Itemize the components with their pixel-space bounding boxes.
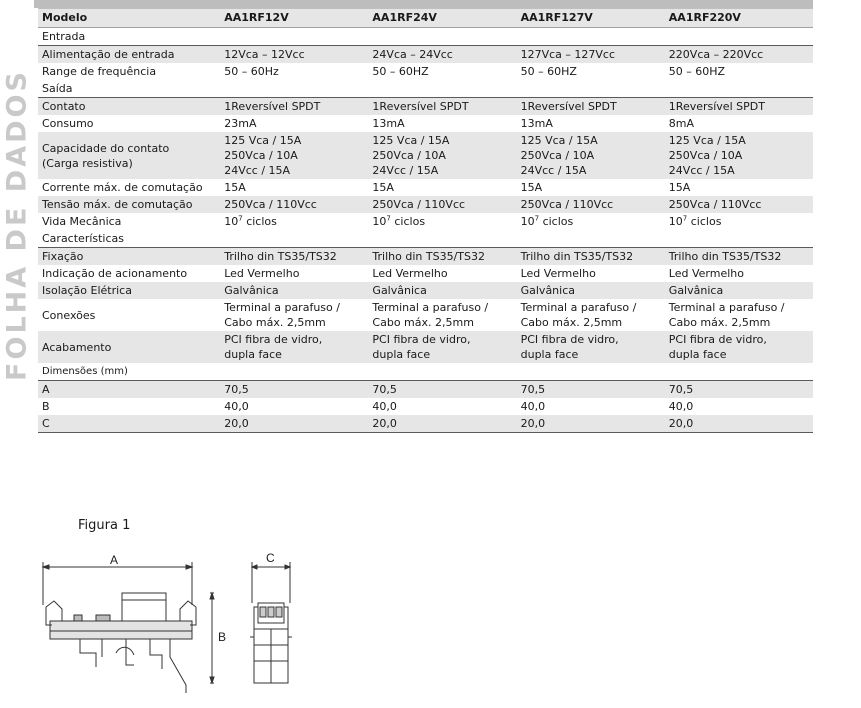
cell: 50 – 60Hz xyxy=(220,63,368,80)
table-row xyxy=(38,248,813,266)
row-label: Acabamento xyxy=(38,331,220,363)
section-row xyxy=(38,28,813,46)
cell: Galvânica xyxy=(368,282,516,299)
cell: 250Vca / 110Vcc xyxy=(665,196,813,213)
cell: 70,5 xyxy=(368,381,516,399)
cell: $10^7$ ciclos xyxy=(368,213,516,230)
cell: Terminal a parafuso / Cabo máx. 2,5mm xyxy=(220,299,368,331)
row-label: A xyxy=(38,381,220,399)
table-row xyxy=(38,98,813,116)
cell: 1Reversível SPDT xyxy=(665,98,813,116)
header-cell: AA1RF127V xyxy=(517,9,665,28)
cell: PCI fibra de vidro, dupla face xyxy=(665,331,813,363)
spec-table xyxy=(38,8,813,433)
cell: $10^7$ ciclos xyxy=(665,213,813,230)
cell: 20,0 xyxy=(665,415,813,433)
cell: 1Reversível SPDT xyxy=(368,98,516,116)
cell: Galvânica xyxy=(665,282,813,299)
cell: 15A xyxy=(368,179,516,196)
cell: Terminal a parafuso / Cabo máx. 2,5mm xyxy=(368,299,516,331)
row-label: Vida Mecânica xyxy=(38,213,220,230)
cell: 40,0 xyxy=(517,398,665,415)
table-row xyxy=(38,282,813,299)
table-row xyxy=(38,415,813,433)
cell: PCI fibra de vidro, dupla face xyxy=(368,331,516,363)
cell: PCI fibra de vidro, dupla face xyxy=(220,331,368,363)
cell: 50 – 60HZ xyxy=(368,63,516,80)
row-label: Conexões xyxy=(38,299,220,331)
cell: 40,0 xyxy=(665,398,813,415)
row-label: Consumo xyxy=(38,115,220,132)
row-label: Range de frequência xyxy=(38,63,220,80)
cell: PCI fibra de vidro, dupla face xyxy=(517,331,665,363)
cell: 23mA xyxy=(220,115,368,132)
cell: Galvânica xyxy=(220,282,368,299)
cell: 8mA xyxy=(665,115,813,132)
relay-dimension-drawing xyxy=(30,545,310,695)
cell: 40,0 xyxy=(368,398,516,415)
row-label: Contato xyxy=(38,98,220,116)
row-label: C xyxy=(38,415,220,433)
cell: 50 – 60HZ xyxy=(665,63,813,80)
cell: 24Vca – 24Vcc xyxy=(368,46,516,64)
cell: 40,0 xyxy=(220,398,368,415)
cell: 20,0 xyxy=(220,415,368,433)
table-row xyxy=(38,132,813,179)
cell: Trilho din TS35/TS32 xyxy=(368,248,516,266)
cell: 250Vca / 110Vcc xyxy=(220,196,368,213)
table-row xyxy=(38,331,813,363)
cell: Led Vermelho xyxy=(517,265,665,282)
row-label: Tensão máx. de comutação xyxy=(38,196,220,213)
cell: 125 Vca / 15A 250Vca / 10A 24Vcc / 15A xyxy=(220,132,368,179)
section-row xyxy=(38,230,813,248)
cell: 20,0 xyxy=(368,415,516,433)
section-row xyxy=(38,80,813,98)
cell: 12Vca – 12Vcc xyxy=(220,46,368,64)
cell: 127Vca – 127Vcc xyxy=(517,46,665,64)
cell: 70,5 xyxy=(220,381,368,399)
header-cell: AA1RF24V xyxy=(368,9,516,28)
dim-label-a: A xyxy=(110,553,119,567)
cell: 125 Vca / 15A 250Vca / 10A 24Vcc / 15A xyxy=(517,132,665,179)
relay-block xyxy=(122,593,166,621)
table-row xyxy=(38,299,813,331)
cell: 125 Vca / 15A 250Vca / 10A 24Vcc / 15A xyxy=(665,132,813,179)
cell: Trilho din TS35/TS32 xyxy=(665,248,813,266)
side-label: FOLHA DE DADOS xyxy=(1,69,33,381)
cell: Led Vermelho xyxy=(220,265,368,282)
row-label: Isolação Elétrica xyxy=(38,282,220,299)
dim-label-b: B xyxy=(218,630,227,644)
cell: 125 Vca / 15A 250Vca / 10A 24Vcc / 15A xyxy=(368,132,516,179)
cell: 50 – 60HZ xyxy=(517,63,665,80)
din-base xyxy=(50,621,192,639)
cell: Trilho din TS35/TS32 xyxy=(220,248,368,266)
top-bar xyxy=(34,0,813,8)
cell: 1Reversível SPDT xyxy=(220,98,368,116)
cell: Led Vermelho xyxy=(665,265,813,282)
cell: 15A xyxy=(517,179,665,196)
cell: 70,5 xyxy=(517,381,665,399)
section-label: Características xyxy=(38,230,220,248)
cell: 250Vca / 110Vcc xyxy=(368,196,516,213)
table-row xyxy=(38,213,813,230)
row-label: Indicação de acionamento xyxy=(38,265,220,282)
table-row xyxy=(38,115,813,132)
row-label: Corrente máx. de comutação xyxy=(38,179,220,196)
header-cell: AA1RF220V xyxy=(665,9,813,28)
row-label: Fixação xyxy=(38,248,220,266)
section-label: Entrada xyxy=(38,28,220,46)
header-cell: Modelo xyxy=(38,9,220,28)
cell: Led Vermelho xyxy=(368,265,516,282)
cell: $10^7$ ciclos xyxy=(220,213,368,230)
cell: 13mA xyxy=(368,115,516,132)
table-row xyxy=(38,265,813,282)
section-row xyxy=(38,363,813,381)
table-row xyxy=(38,196,813,213)
cell: $10^7$ ciclos xyxy=(517,213,665,230)
cell: 13mA xyxy=(517,115,665,132)
cell: Trilho din TS35/TS32 xyxy=(517,248,665,266)
cell: 1Reversível SPDT xyxy=(517,98,665,116)
table-row xyxy=(38,179,813,196)
cell: Terminal a parafuso / Cabo máx. 2,5mm xyxy=(517,299,665,331)
figure-title: Figura 1 xyxy=(78,518,131,533)
cell: 20,0 xyxy=(517,415,665,433)
cell: 15A xyxy=(220,179,368,196)
cell: 220Vca – 220Vcc xyxy=(665,46,813,64)
section-label: Dimensões (mm) xyxy=(38,363,220,381)
cell: 250Vca / 110Vcc xyxy=(517,196,665,213)
dim-label-c: C xyxy=(266,551,275,565)
table-row xyxy=(38,63,813,80)
row-label: Capacidade do contato (Carga resistiva) xyxy=(38,132,220,179)
table-header xyxy=(38,9,813,28)
table-row xyxy=(38,398,813,415)
table-row xyxy=(38,381,813,399)
header-cell: AA1RF12V xyxy=(220,9,368,28)
row-label: Alimentação de entrada xyxy=(38,46,220,64)
section-label: Saída xyxy=(38,80,220,98)
table-row xyxy=(38,46,813,64)
cell: Galvânica xyxy=(517,282,665,299)
cell: 15A xyxy=(665,179,813,196)
cell: 70,5 xyxy=(665,381,813,399)
cell: Terminal a parafuso / Cabo máx. 2,5mm xyxy=(665,299,813,331)
row-label: B xyxy=(38,398,220,415)
